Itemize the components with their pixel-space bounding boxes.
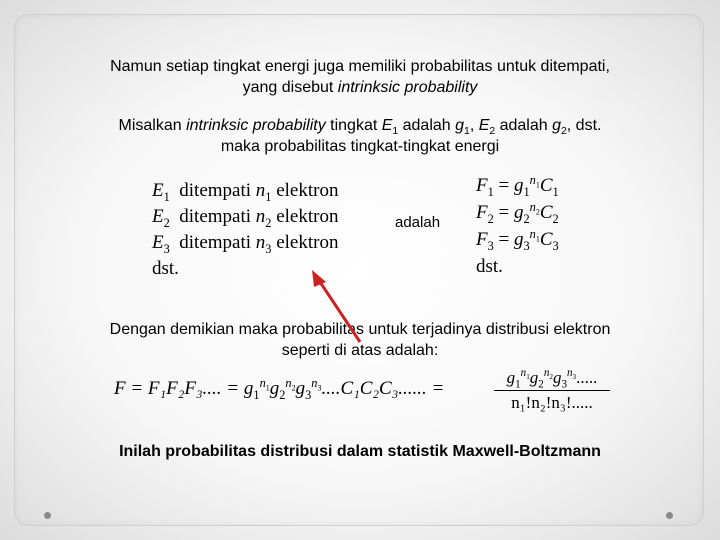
fraction-numerator: $g_1^{n_1}g_2^{n_2}g_3^{n_3}$..... [494,368,610,391]
example-mid2: adalah [398,117,456,134]
example-g2: g [552,117,561,134]
example-e1: E [381,117,393,134]
arrow-head [312,270,326,287]
occupation-row: $E_2$ ditempati $n_2$ elektron [152,206,339,230]
example-line-2: maka probabilitas tingkat-tingkat energi [220,138,500,155]
arrow-shaft [318,279,360,342]
adalah-label: adalah [395,214,441,231]
example-line-1: Misalkan intrinksic probability tingkat $E_1$ adalah $g_1$, $E_2$ adalah $g_2$, dst. [118,117,602,138]
probability-row: $F_3 = g_3^{n_1}C_3$ [476,226,559,253]
probability-row: $F_2 = g_2^{n_2}C_2$ [476,199,559,226]
total-probability-formula: F = F₁F₂F₃.... = $g_1^{n_1}g_2^{n_2}g_3^{n_3}....C_1C_2C_3$...... = [114,375,445,402]
probability-row: $F_1 = g_1^{n_1}C_1$ [476,172,559,199]
example-g1: g [455,117,465,134]
conclusion-line-2: seperti di atas adalah: [281,342,439,359]
example-prefix: Misalkan [118,117,187,134]
example-tail: , dst. [566,117,602,134]
bullet-dot-left [44,512,51,519]
intro-line-2-em: intrinksic probability [337,79,478,96]
example-e2: E [478,117,490,134]
intro-line-2-prefix: yang disebut [242,79,338,96]
occupation-dst: dst. [152,258,179,279]
occupation-row: $E_1$ ditempati $n_1$ elektron [152,180,339,204]
intro-line-1: Namun setiap tingkat energi juga memiliki probabilitas untuk ditempati, [110,58,610,75]
example-em: intrinksic probability [186,117,326,134]
probability-dst: dst. [476,256,503,277]
conclusion-line-1: Dengan demikian maka probabilitas untuk terjadinya distribusi elektron [109,321,611,338]
example-mid1: tingkat [325,117,382,134]
example-mid2b: adalah [495,117,553,134]
fraction-denominator: n₁!n₂!n₃!..... [511,393,593,412]
final-statement: Inilah probabilitas distribusi dalam statistik Maxwell-Boltzmann [119,443,601,460]
bullet-dot-right [666,512,673,519]
occupation-row: $E_3$ ditempati $n_3$ elektron [152,232,339,256]
